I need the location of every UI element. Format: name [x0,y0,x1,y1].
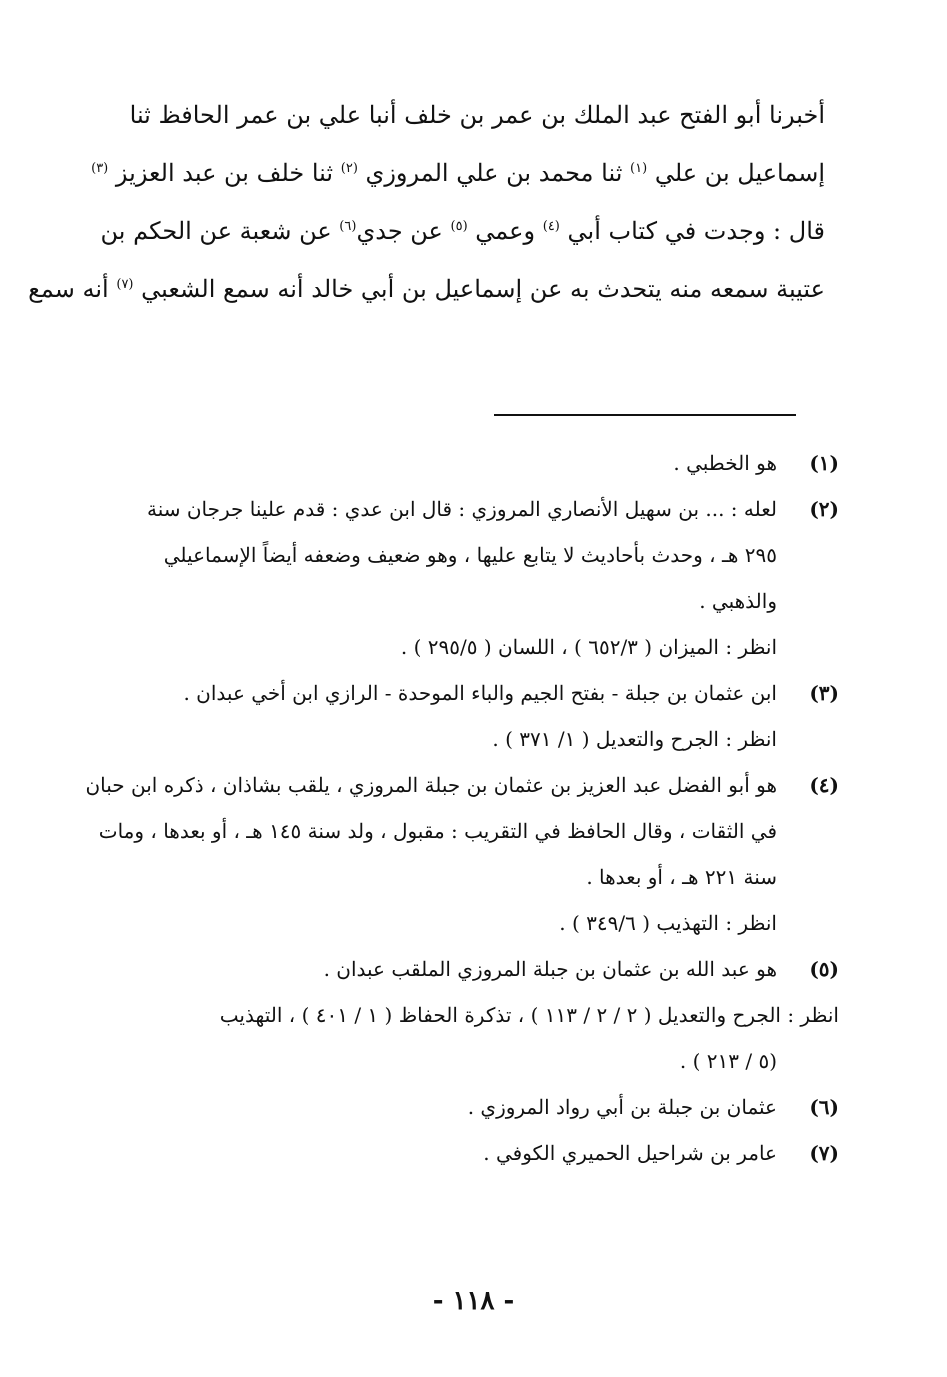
footnote-ref[interactable]: (٢) [340,161,358,176]
footnote-4 [24,762,839,946]
footnote-line: هو الخطبي . [673,451,777,475]
footnote-number: (٧) [809,1141,839,1165]
main-text [25,86,825,318]
footnote-3 [24,670,839,762]
main-text-segment: عن شعبة عن الحكم بن [100,217,332,245]
footnote-6 [24,1084,839,1130]
main-text-segment: ثنا محمد بن علي المروزي [365,159,623,187]
footnote-ref[interactable]: (٦) [339,219,357,234]
page-number: - ١١٨ - [432,1286,515,1316]
footnote-5 [24,946,839,1084]
footnote-number: (٤) [809,773,839,797]
footnote-reference: انظر : التهذيب ( ٣٤٩/٦ ) . [559,911,777,935]
main-text-segment: عتيبة سمعه منه يتحدث به عن إسماعيل بن أبي خالد أنه سمع الشعبي [141,275,825,303]
footnote-ref[interactable]: (١) [630,161,648,176]
footnote-line: ٢٩٥ هـ ، وحدث بأحاديث لا يتابع عليها ، وهو ضعيف وضعفه أيضاً الإسماعيلي [163,543,777,567]
main-text-segment: وعمي [475,217,536,245]
footnote-line: لعله : ... بن سهيل الأنصاري المروزي : قال ابن عدي : قدم علينا جرجان سنة [146,497,777,521]
main-text-segment: عن جدي [356,217,443,245]
footnote-number: (٢) [809,497,839,521]
main-line-1: أخبرنا أبو الفتح عبد الملك بن عمر بن خلف أنبا علي بن عمر الحافظ ثنا [129,101,825,129]
footnote-line: سنة ٢٢١ هـ ، أو بعدها . [586,865,777,889]
main-line-3 [25,202,825,260]
footnote-reference: (٥ / ٢١٣ ) . [679,1049,777,1073]
footnote-ref[interactable]: (٥) [450,219,468,234]
footnote-separator [494,414,796,416]
footnote-number: (٣) [809,681,839,705]
footnote-number: (١) [809,451,839,475]
footnote-number: (٦) [809,1095,839,1119]
footnote-reference: انظر : الجرح والتعديل ( ١/ ٣٧١ ) . [492,727,777,751]
footnote-line: ابن عثمان بن جبلة - بفتح الجيم والباء الموحدة - الرازي ابن أخي عبدان . [183,681,777,705]
main-text-segment: أنه سمع [28,275,109,303]
footnote-line: والذهبي . [699,589,777,613]
footnote-line: في الثقات ، وقال الحافظ في التقريب : مقبول ، ولد سنة ١٤٥ هـ ، أو بعدها ، ومات [98,819,777,843]
footnote-7 [24,1130,839,1176]
footnote-2 [24,486,839,670]
footnote-reference: انظر : الجرح والتعديل ( ٢ / ٢ / ١١٣ ) ، تذكرة الحفاظ ( ١ / ٤٠١ ) ، التهذيب [219,1003,839,1027]
footnote-1 [24,440,839,486]
footnote-number: (٥) [809,957,839,981]
footnote-line: عثمان بن جبلة بن أبي رواد المروزي . [467,1095,777,1119]
main-text-segment: ثنا خلف بن عبد العزيز [115,159,334,187]
footnote-line: عامر بن شراحيل الحميري الكوفي . [483,1141,777,1165]
main-text-segment: قال : وجدت في كتاب أبي [567,217,825,245]
footnote-ref[interactable]: (٤) [542,219,560,234]
footnote-ref[interactable]: (٧) [116,277,134,292]
main-line-2 [25,144,825,202]
main-line-4 [25,260,825,318]
footnotes [24,440,839,1176]
footnote-ref[interactable]: (٣) [91,161,109,176]
footnote-reference: انظر : الميزان ( ٦٥٢/٣ ) ، اللسان ( ٢٩٥/٥ ) . [400,635,777,659]
footnote-line: هو أبو الفضل عبد العزيز بن عثمان بن جبلة المروزي ، يلقب بشاذان ، ذكره ابن حبان [85,773,777,797]
footnote-line: هو عبد الله بن عثمان بن جبلة المروزي الملقب عبدان . [323,957,777,981]
main-text-segment: إسماعيل بن علي [654,159,825,187]
